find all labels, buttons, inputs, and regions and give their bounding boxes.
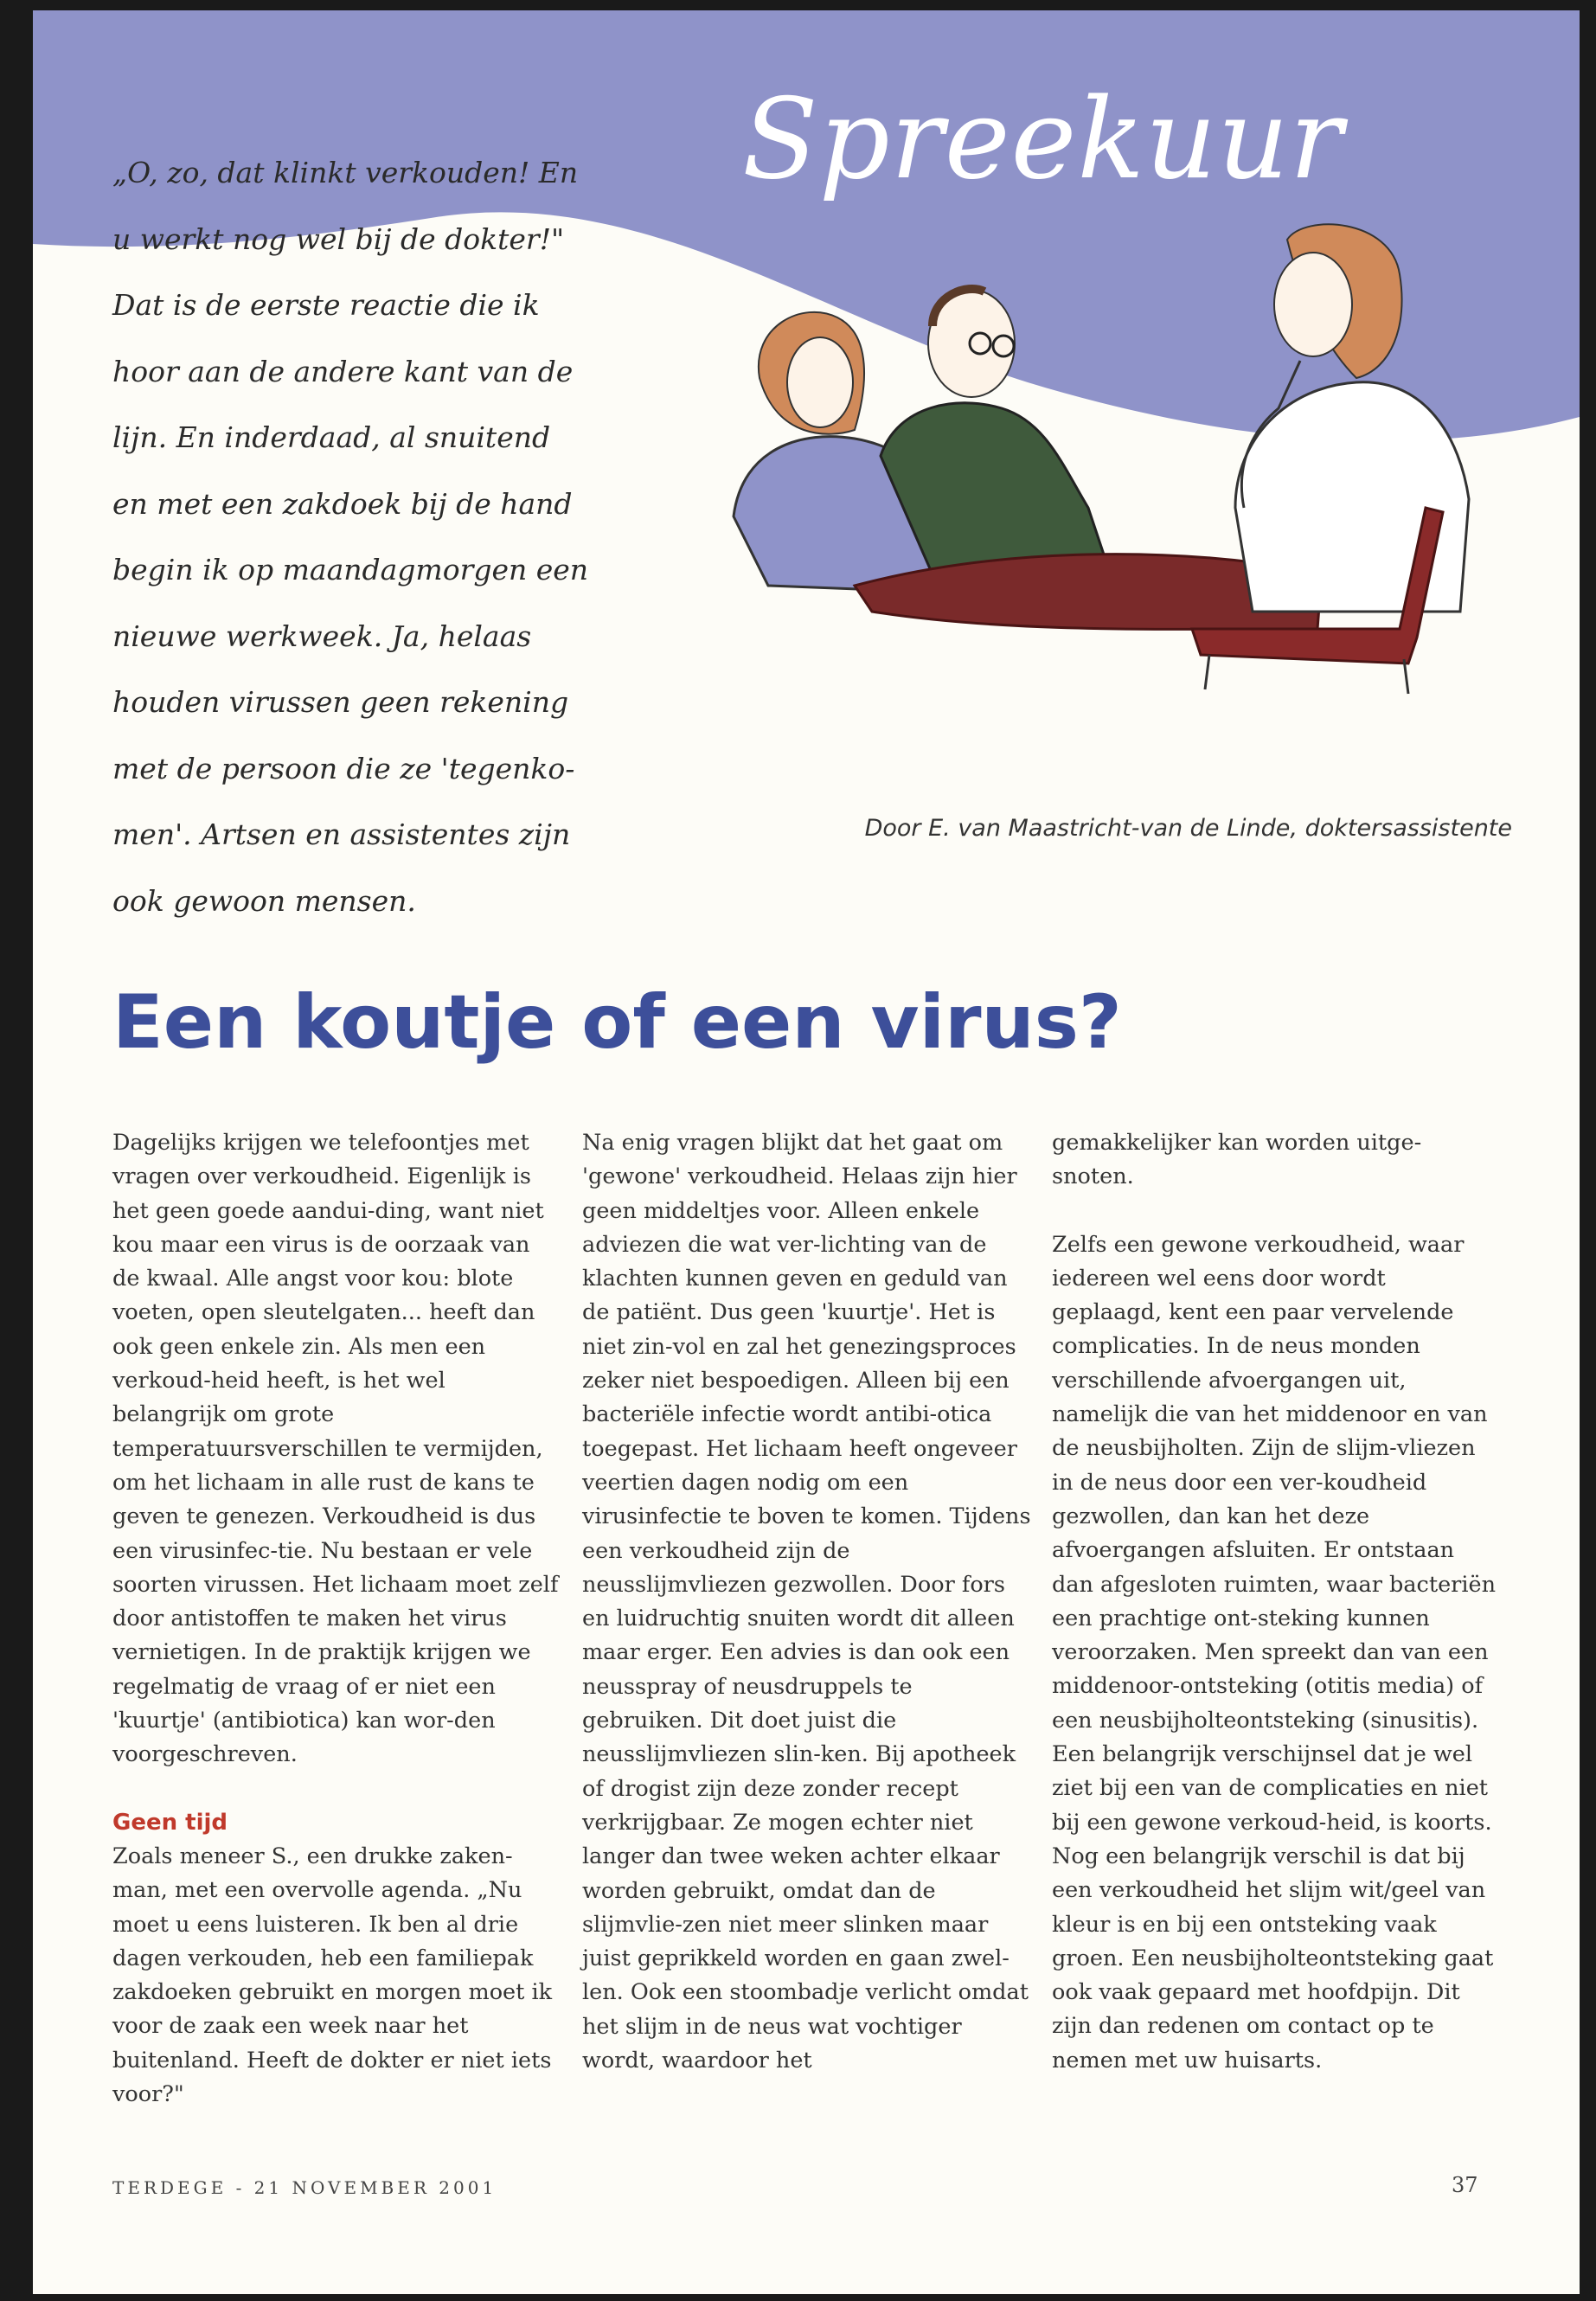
intro-line: hoor aan de andere kant van de: [112, 354, 574, 388]
intro-line: u werkt nog wel bij de dokter!": [112, 221, 565, 256]
article-column-2: [582, 1126, 1032, 2112]
paragraph: Na enig vragen blijkt dat het gaat om 'gewone' verkoudheid. Helaas zijn hier geen middeltjes voor. Alleen enkele adviezen die wat ver-lichting van de klachten kunnen geven en geduld van de patiënt. Dus geen 'kuurtje'. Het is niet zin-vol en zal het genezingsproces zeker niet bespoedigen. Alleen bij een bacteriële infectie wordt antibi-otica toegepast. Het lichaam heeft ongeveer veertien dagen nodig om een virusinfectie te boven te komen. Tijdens een verkoudheid zijn de neusslijmvliezen gezwollen. Door fors en luidruchtig snuiten wordt dit alleen maar erger. Een advies is dan ook een neusspray of neusdruppels te gebruiken. Dit doet juist die neusslijmvliezen slin-ken. Bij apotheek of drogist zijn deze zonder recept verkrijgbaar. Ze mogen echter niet langer dan twee weken achter elkaar worden gebruikt, omdat dan de slijmvlie-zen niet meer slinken maar juist geprikkeld worden en gaan zwel-len. Ook een stoombadje verlicht omdat het slijm in de neus wat vochtiger wordt, waardoor het: [582, 1130, 1031, 2074]
article-column-1: [112, 1126, 562, 2145]
paragraph: Zelfs een gewone verkoudheid, waar iedereen wel eens door wordt geplaagd, kent een paar vervelende complicaties. In de neus monden verschillende afvoergangen uit, namelijk die van het middenoor en van de neusbijholten. Zijn de slijm-vliezen in de neus door een ver-koudheid gezwollen, dan kan het deze afvoergangen afsluiten. Er ontstaan dan afgesloten ruimten, waar bacteriën een prachtige ont-steking kunnen veroorzaken. Men spreekt dan van een middenoor-ontsteking (otitis media) of een neusbijholteontsteking (sinusitis). Een belangrijk verschijnsel dat je wel ziet bij een van de complicaties en niet bij een gewone verkoud-heid, is koorts. Nog een belangrijk verschil is dat bij een verkoudheid het slijm wit/geel van kleur is en bij een ontsteking vaak groen. Een neusbijholteontsteking gaat ook vaak gepaard met hoofdpijn. Dit zijn dan redenen om contact op te nemen met uw huisarts.: [1052, 1231, 1497, 2073]
intro-line: begin ik op maandagmorgen een: [112, 553, 589, 586]
intro-line: en met een zakdoek bij de hand: [112, 486, 573, 521]
byline: Door E. van Maastricht-van de Linde, doktersassistente: [864, 815, 1512, 842]
publication-footer: TERDEGE - 21 NOVEMBER 2001: [112, 2177, 497, 2198]
page-number: 37: [1452, 2173, 1478, 2197]
article-headline: Een koutje of een virus?: [112, 979, 1122, 1066]
intro-line: ook gewoon mensen.: [112, 883, 416, 918]
magazine-page: [33, 10, 1580, 2294]
paragraph: Zoals meneer S., een drukke zaken-man, met een overvolle agenda. „Nu moet u eens luisteren. Ik ben al drie dagen verkouden, heb een familiepak zakdoeken gebruikt en morgen moet ik voor de zaak een week naar het buitenland. Heeft de dokter er niet iets voor?": [112, 1843, 553, 2108]
doctor-face: [1274, 253, 1352, 356]
intro-line: nieuwe werkweek. Ja, helaas: [112, 619, 532, 653]
intro-text: [112, 140, 597, 934]
intro-line: met de persoon die ze 'tegenko-: [112, 751, 575, 785]
intro-line: houden virussen geen rekening: [112, 685, 569, 719]
paragraph: Dagelijks krijgen we telefoontjes met vragen over verkoudheid. Eigenlijk is het geen goede aandui-ding, want niet kou maar een virus is de oorzaak van de kwaal. Alle angst voor kou: blote voeten, open sleutelgaten... heeft dan ook geen enkele zin. Als men een verkoud-heid heeft, is het wel belangrijk om grote temperatuursverschillen te vermijden, om het lichaam in alle rust de kans te geven te genezen. Verkoudheid is dus een virusinfec-tie. Nu bestaan er vele soorten virussen. Het lichaam moet zelf door antistoffen te maken het virus vernietigen. In de praktijk krijgen we regelmatig de vraag of er niet een 'kuurtje' (antibiotica) kan wor-den voorgeschreven.: [112, 1130, 559, 1768]
intro-line: men'. Artsen en assistentes zijn: [112, 817, 571, 851]
consultation-illustration: [682, 222, 1580, 776]
section-title: Spreekuur: [742, 75, 1343, 204]
paragraph: gemakkelijker kan worden uitge-snoten.: [1052, 1130, 1422, 1190]
subheading: Geen tijd: [112, 1809, 228, 1836]
intro-line: Dat is de eerste reactie die ik: [112, 288, 540, 322]
intro-line: „O, zo, dat klinkt verkouden! En: [112, 156, 579, 189]
woman-left-face: [787, 337, 853, 427]
article-column-3: [1052, 1126, 1502, 2112]
intro-line: lijn. En inderdaad, al snuitend: [112, 420, 551, 454]
